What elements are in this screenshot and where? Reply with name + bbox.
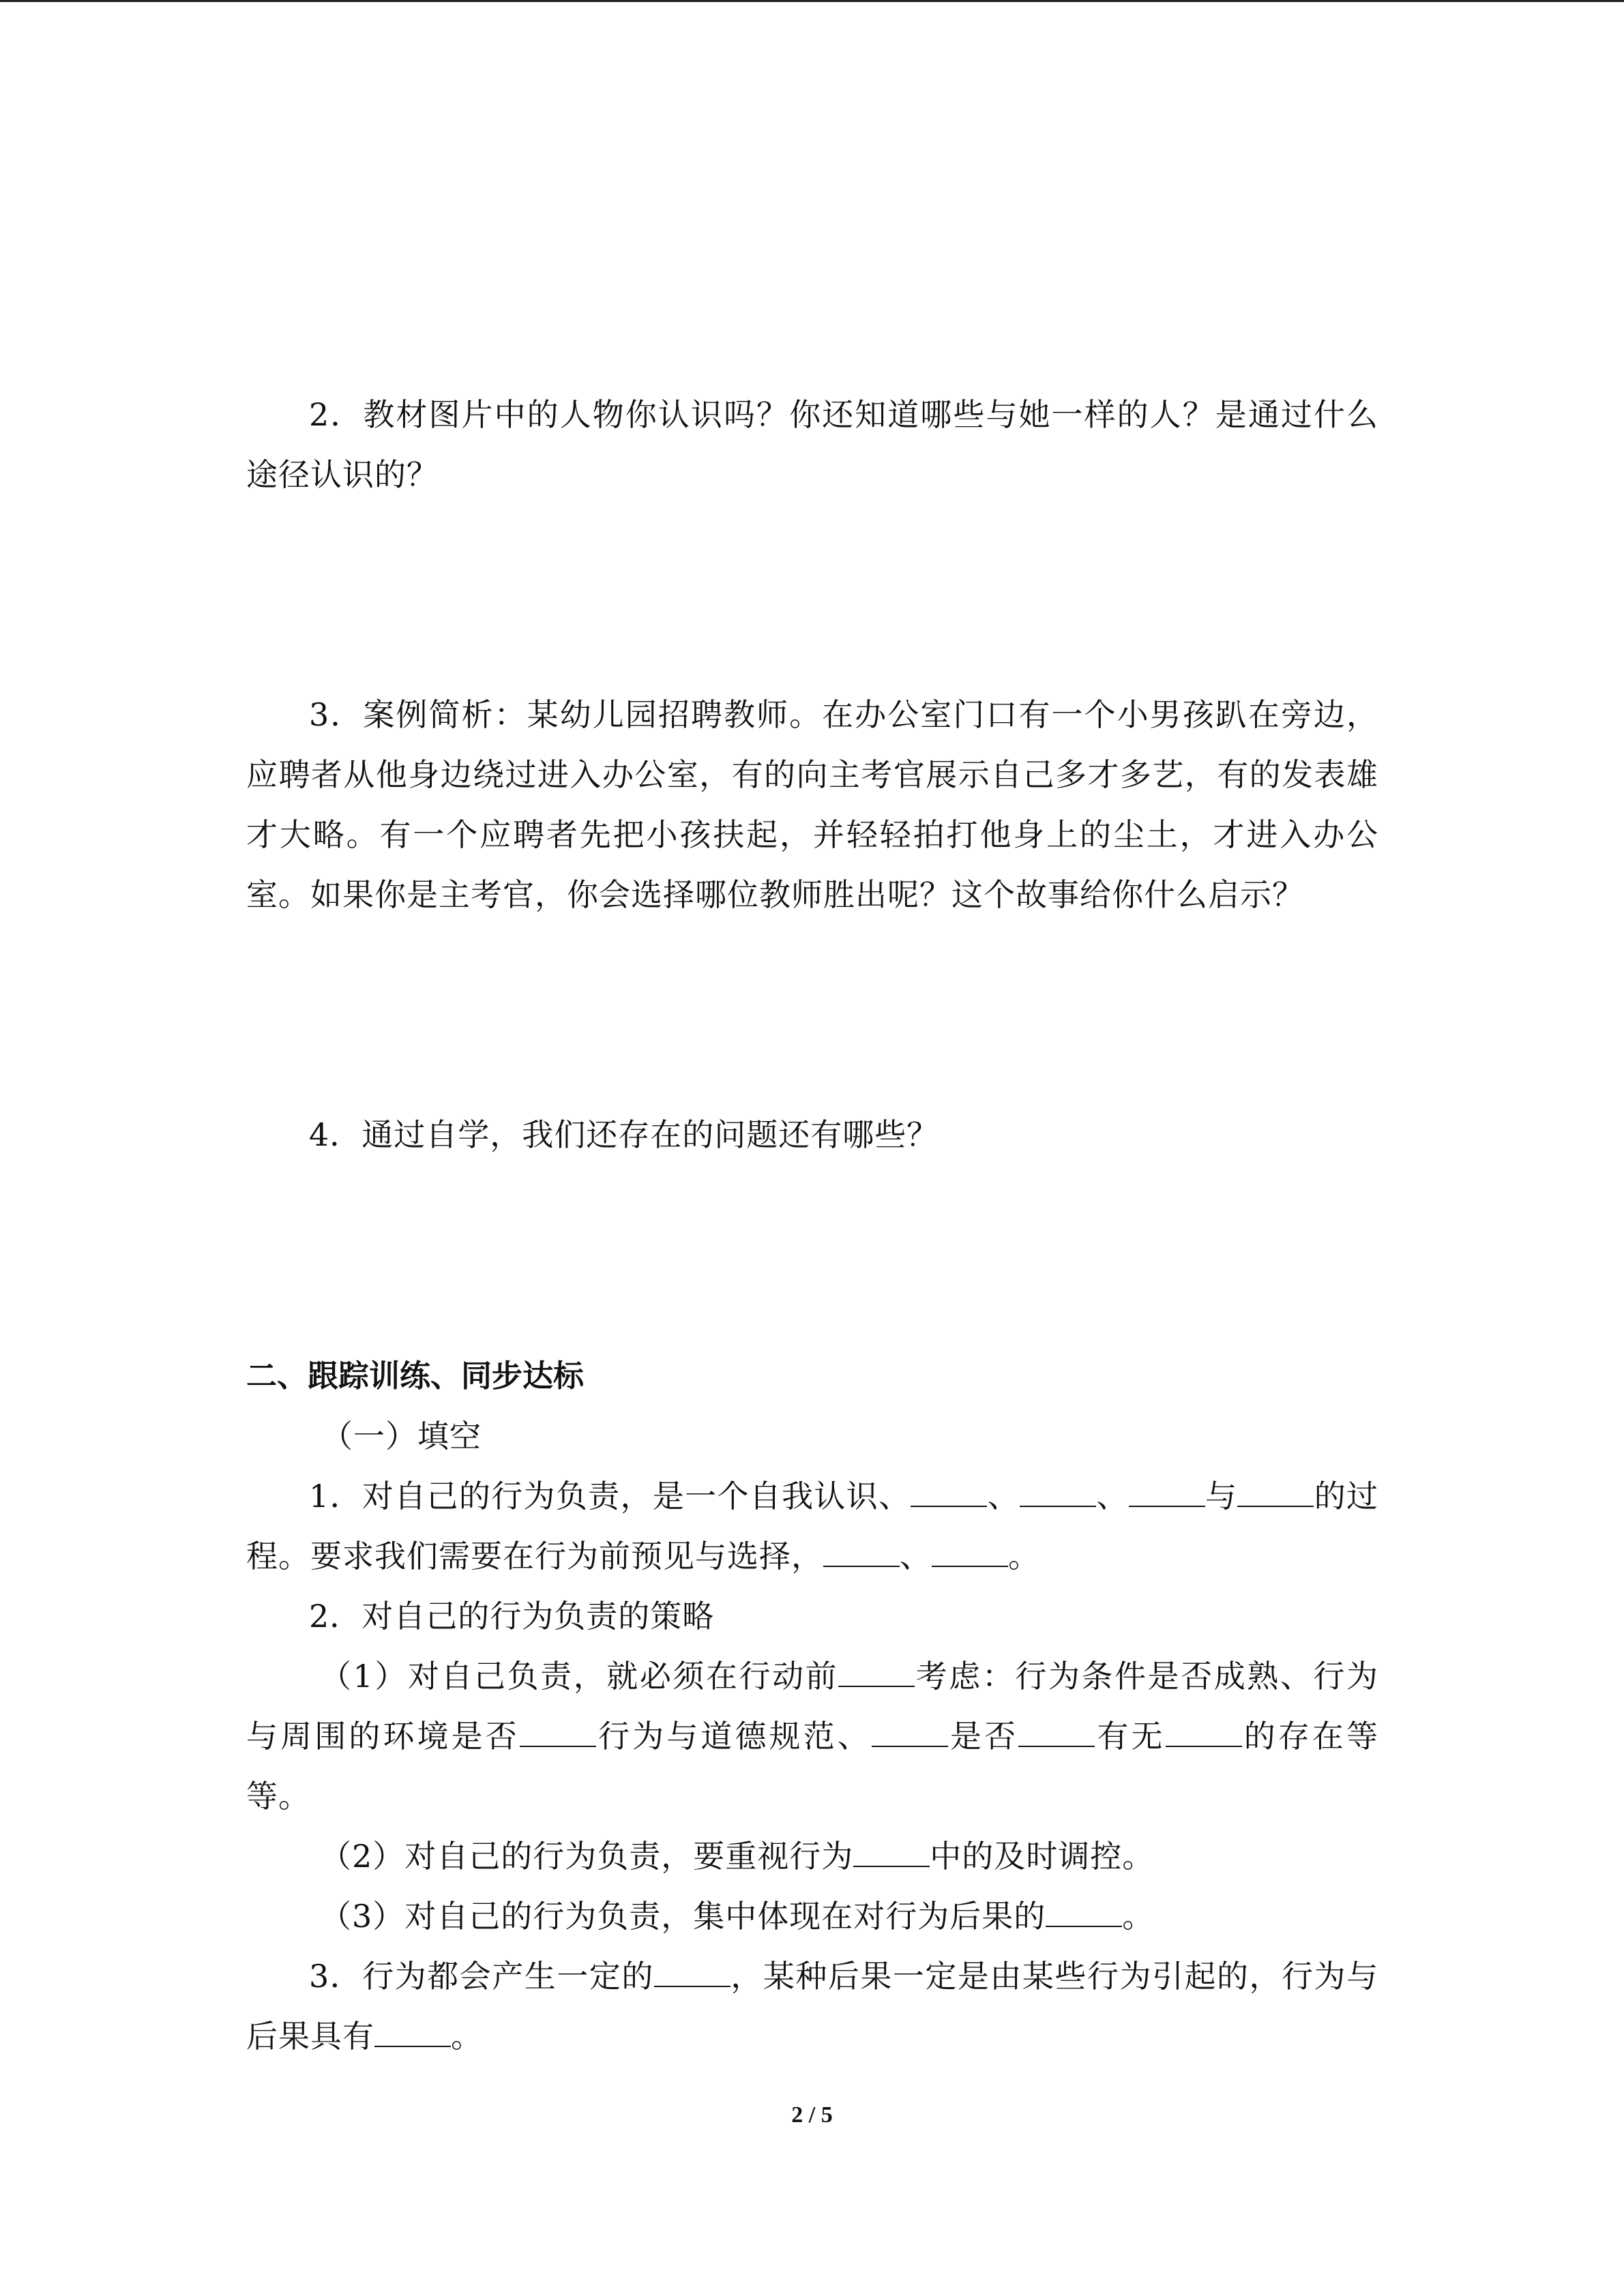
blank[interactable] bbox=[1129, 1480, 1205, 1507]
separator: 与 bbox=[1205, 1478, 1238, 1515]
blank[interactable] bbox=[853, 1840, 930, 1867]
fill-item-2-2-text-a: （2）对自己的行为负责，要重视行为 bbox=[320, 1838, 854, 1875]
blank[interactable] bbox=[838, 1660, 915, 1687]
question-4: 4．通过自学，我们还存在的问题还有哪些？ bbox=[309, 1116, 939, 1153]
section-heading: 二、跟踪训练、同步达标 bbox=[246, 1358, 585, 1394]
separator: 、 bbox=[987, 1478, 1020, 1515]
blank[interactable] bbox=[932, 1540, 1008, 1567]
blank[interactable] bbox=[520, 1720, 596, 1747]
fill-item-3 bbox=[246, 1946, 1378, 2066]
question-3: 3．案例简析：某幼儿园招聘教师。在办公室门口有一个小男孩趴在旁边，应聘者从他身边绕过进入办公室，有的向主考官展示自己多才多艺，有的发表雄才大略。有一个应聘者先把小孩扶起，并轻轻拍打他身上的尘土，才进入办公室。如果你是主考官，你会选择哪位教师胜出呢？这个故事给你什么启示？ bbox=[246, 696, 1378, 913]
sentence-end: 。 bbox=[1008, 1538, 1040, 1575]
separator: 、 bbox=[900, 1538, 932, 1575]
sentence-end: 。 bbox=[1122, 1898, 1155, 1935]
fill-item-2-1-text-d: 是否 bbox=[947, 1718, 1019, 1755]
fill-item-3-text-b: ，某种后果一定是由某些行为引起的，行为与后果具有 bbox=[246, 1958, 1379, 2055]
fill-item-1-text-a: 1．对自己的行为负责，是一个自我认识、 bbox=[309, 1478, 911, 1515]
fill-item-2-1-text-b: 考虑：行为条件是否成熟、行为与周围的环境是否 bbox=[246, 1658, 1378, 1755]
fill-item-2-1 bbox=[246, 1646, 1378, 1826]
separator: 、 bbox=[1096, 1478, 1129, 1515]
blank[interactable] bbox=[1237, 1480, 1314, 1507]
blank[interactable] bbox=[374, 2020, 451, 2047]
blank[interactable] bbox=[1046, 1900, 1122, 1927]
fill-item-2-title: 2．对自己的行为负责的策略 bbox=[309, 1598, 715, 1635]
blank[interactable] bbox=[1166, 1720, 1242, 1747]
blank[interactable] bbox=[872, 1720, 948, 1747]
fill-item-2-2 bbox=[246, 1826, 1378, 1886]
fill-blank-subheading: （一）填空 bbox=[321, 1418, 482, 1455]
blank[interactable] bbox=[911, 1480, 987, 1507]
sentence-end: 。 bbox=[451, 2018, 483, 2055]
page-top-border bbox=[0, 0, 1624, 2]
fill-item-2-1-text-e: 有无 bbox=[1095, 1718, 1166, 1755]
blank[interactable] bbox=[1020, 1480, 1096, 1507]
fill-item-2-3 bbox=[246, 1886, 1378, 1946]
question-2: 2．教材图片中的人物你认识吗？你还知道哪些与她一样的人？是通过什么途径认识的？ bbox=[246, 396, 1378, 493]
fill-item-2-1-text-f: 的存在等等。 bbox=[246, 1718, 1379, 1815]
fill-item-3-text-a: 3．行为都会产生一定的 bbox=[309, 1958, 654, 1995]
blank[interactable] bbox=[823, 1540, 900, 1567]
blank[interactable] bbox=[1018, 1720, 1095, 1747]
blank[interactable] bbox=[654, 1960, 730, 1987]
fill-item-2-3-text-a: （3）对自己的行为负责，集中体现在对行为后果的 bbox=[320, 1898, 1046, 1935]
page-number: 2 / 5 bbox=[791, 2102, 833, 2128]
fill-item-1-text-b: 的过程。要求我们需要在行为前预见与选择， bbox=[246, 1478, 1379, 1575]
fill-item-2-2-text-b: 中的及时调控。 bbox=[930, 1838, 1155, 1875]
fill-item-2-1-text-a: （1）对自己负责，就必须在行动前 bbox=[320, 1658, 839, 1695]
fill-item-2-1-text-c: 行为与道德规范、 bbox=[595, 1718, 872, 1755]
fill-item-1 bbox=[246, 1466, 1378, 1586]
